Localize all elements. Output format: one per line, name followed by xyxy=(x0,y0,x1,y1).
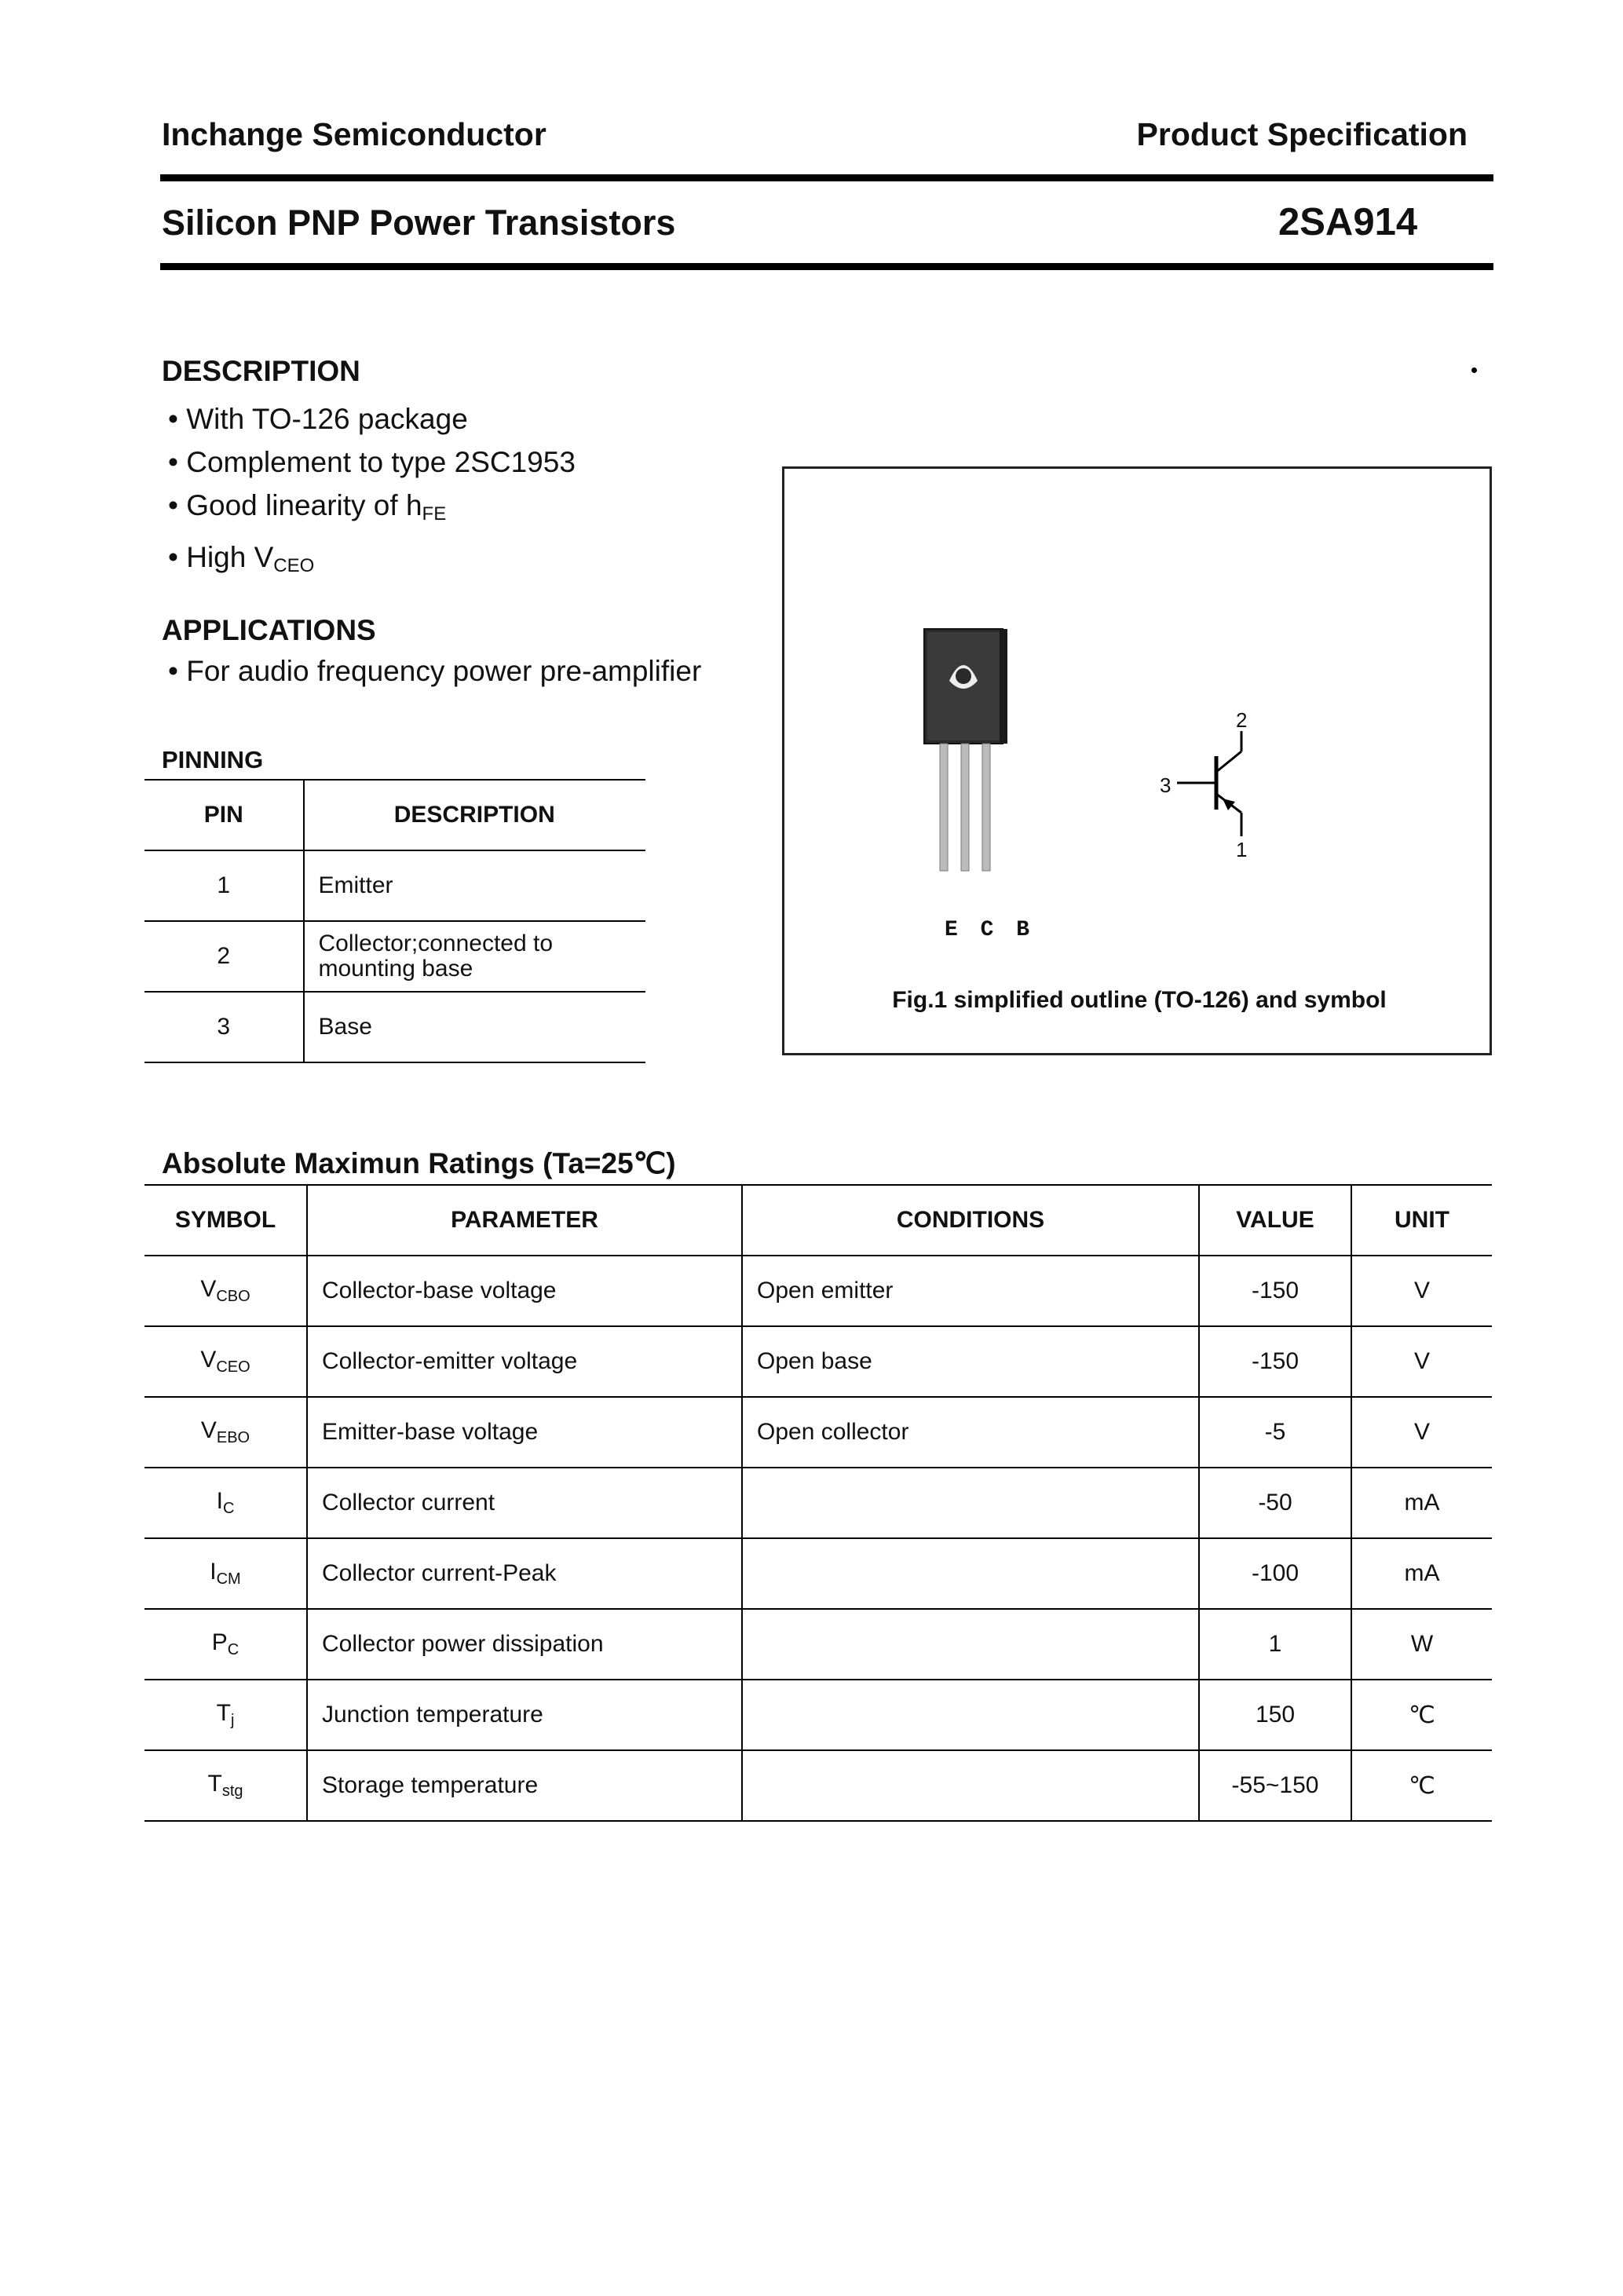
emitter-pin-number: 1 xyxy=(1236,838,1248,861)
conditions-cell xyxy=(742,1680,1199,1750)
pinning-header-row xyxy=(144,780,645,850)
ratings-title: Absolute Maximun Ratings (Ta=25℃) xyxy=(162,1147,676,1179)
table-row xyxy=(144,1609,1492,1680)
pin-number: 2 xyxy=(144,921,304,992)
table-row xyxy=(144,1680,1492,1750)
table-row xyxy=(144,992,645,1062)
pin-description: Emitter xyxy=(304,850,646,921)
parameter-header: PARAMETER xyxy=(307,1185,742,1256)
pin-description: Base xyxy=(304,992,646,1062)
parameter-cell: Junction temperature xyxy=(307,1680,742,1750)
value-header: VALUE xyxy=(1199,1185,1351,1256)
table-row xyxy=(144,1397,1492,1468)
value-cell: -55~150 xyxy=(1199,1750,1351,1821)
part-number: 2SA914 xyxy=(1278,201,1418,243)
table-row xyxy=(144,921,645,992)
base-pin-number: 3 xyxy=(1160,773,1172,797)
table-row xyxy=(144,1538,1492,1609)
unit-cell: mA xyxy=(1351,1538,1492,1609)
pin-number: 1 xyxy=(144,850,304,921)
value-cell: 1 xyxy=(1199,1609,1351,1680)
pin-number: 3 xyxy=(144,992,304,1062)
stray-dot xyxy=(1471,367,1477,373)
pin-description: Collector;connected to mounting base xyxy=(304,921,646,992)
description-header: DESCRIPTION xyxy=(304,780,646,850)
unit-cell: ℃ xyxy=(1351,1680,1492,1750)
description-item: • With TO-126 package xyxy=(168,403,468,435)
applications-item: • For audio frequency power pre-amplifier xyxy=(168,655,702,687)
parameter-cell: Collector power dissipation xyxy=(307,1609,742,1680)
description-item: • Complement to type 2SC1953 xyxy=(168,446,576,478)
symbol-cell: $V_{EBO}$ xyxy=(144,1397,307,1468)
table-row xyxy=(144,850,645,921)
value-cell: 150 xyxy=(1199,1680,1351,1750)
conditions-cell: Open base xyxy=(742,1326,1199,1397)
to126-package-image xyxy=(918,626,1028,877)
conditions-cell xyxy=(742,1468,1199,1538)
applications-title: APPLICATIONS xyxy=(162,614,376,646)
description-item: • High $V_{CEO}$ xyxy=(168,541,315,576)
symbol-cell: $T_j$ xyxy=(144,1680,307,1750)
package-pin-labels: E C B xyxy=(945,918,1035,942)
description-list xyxy=(168,397,576,587)
pnp-transistor-symbol-icon xyxy=(1153,704,1295,861)
description-title: DESCRIPTION xyxy=(162,355,360,387)
company-name: Inchange Semiconductor xyxy=(162,116,546,152)
doc-type: Product Specification xyxy=(1136,116,1468,152)
symbol-cell: $T_{stg}$ xyxy=(144,1750,307,1821)
unit-header: UNIT xyxy=(1351,1185,1492,1256)
pinning-table xyxy=(144,779,645,1063)
header-rule-bottom xyxy=(160,263,1493,270)
parameter-cell: Emitter-base voltage xyxy=(307,1397,742,1468)
symbol-cell: $I_C$ xyxy=(144,1468,307,1538)
unit-cell: W xyxy=(1351,1609,1492,1680)
header-rule-top xyxy=(160,174,1493,181)
table-row xyxy=(144,1750,1492,1821)
symbol-cell: $V_{CBO}$ xyxy=(144,1256,307,1326)
symbol-cell: $P_C$ xyxy=(144,1609,307,1680)
symbol-header: SYMBOL xyxy=(144,1185,307,1256)
unit-cell: ℃ xyxy=(1351,1750,1492,1821)
parameter-cell: Collector current-Peak xyxy=(307,1538,742,1609)
value-cell: -100 xyxy=(1199,1538,1351,1609)
conditions-cell xyxy=(742,1538,1199,1609)
ratings-table xyxy=(144,1184,1492,1822)
product-line: Silicon PNP Power Transistors xyxy=(162,203,676,243)
figure-caption: Fig.1 simplified outline (TO-126) and symbol xyxy=(892,987,1387,1013)
figure-box xyxy=(782,466,1492,1055)
ratings-header-row xyxy=(144,1185,1492,1256)
unit-cell: V xyxy=(1351,1256,1492,1326)
table-row xyxy=(144,1468,1492,1538)
value-cell: -150 xyxy=(1199,1326,1351,1397)
pinning-title: PINNING xyxy=(162,746,264,773)
conditions-cell xyxy=(742,1609,1199,1680)
description-item: • Good linearity of $h_{FE}$ xyxy=(168,489,447,525)
table-row xyxy=(144,1326,1492,1397)
value-cell: -5 xyxy=(1199,1397,1351,1468)
parameter-cell: Collector current xyxy=(307,1468,742,1538)
parameter-cell: Storage temperature xyxy=(307,1750,742,1821)
symbol-cell: $V_{CEO}$ xyxy=(144,1326,307,1397)
parameter-cell: Collector-emitter voltage xyxy=(307,1326,742,1397)
unit-cell: mA xyxy=(1351,1468,1492,1538)
collector-pin-number: 2 xyxy=(1236,708,1248,732)
pin-header: PIN xyxy=(144,780,304,850)
unit-cell: V xyxy=(1351,1397,1492,1468)
conditions-cell: Open emitter xyxy=(742,1256,1199,1326)
value-cell: -50 xyxy=(1199,1468,1351,1538)
value-cell: -150 xyxy=(1199,1256,1351,1326)
conditions-cell: Open collector xyxy=(742,1397,1199,1468)
unit-cell: V xyxy=(1351,1326,1492,1397)
conditions-header: CONDITIONS xyxy=(742,1185,1199,1256)
symbol-cell: $I_{CM}$ xyxy=(144,1538,307,1609)
conditions-cell xyxy=(742,1750,1199,1821)
parameter-cell: Collector-base voltage xyxy=(307,1256,742,1326)
table-row xyxy=(144,1256,1492,1326)
